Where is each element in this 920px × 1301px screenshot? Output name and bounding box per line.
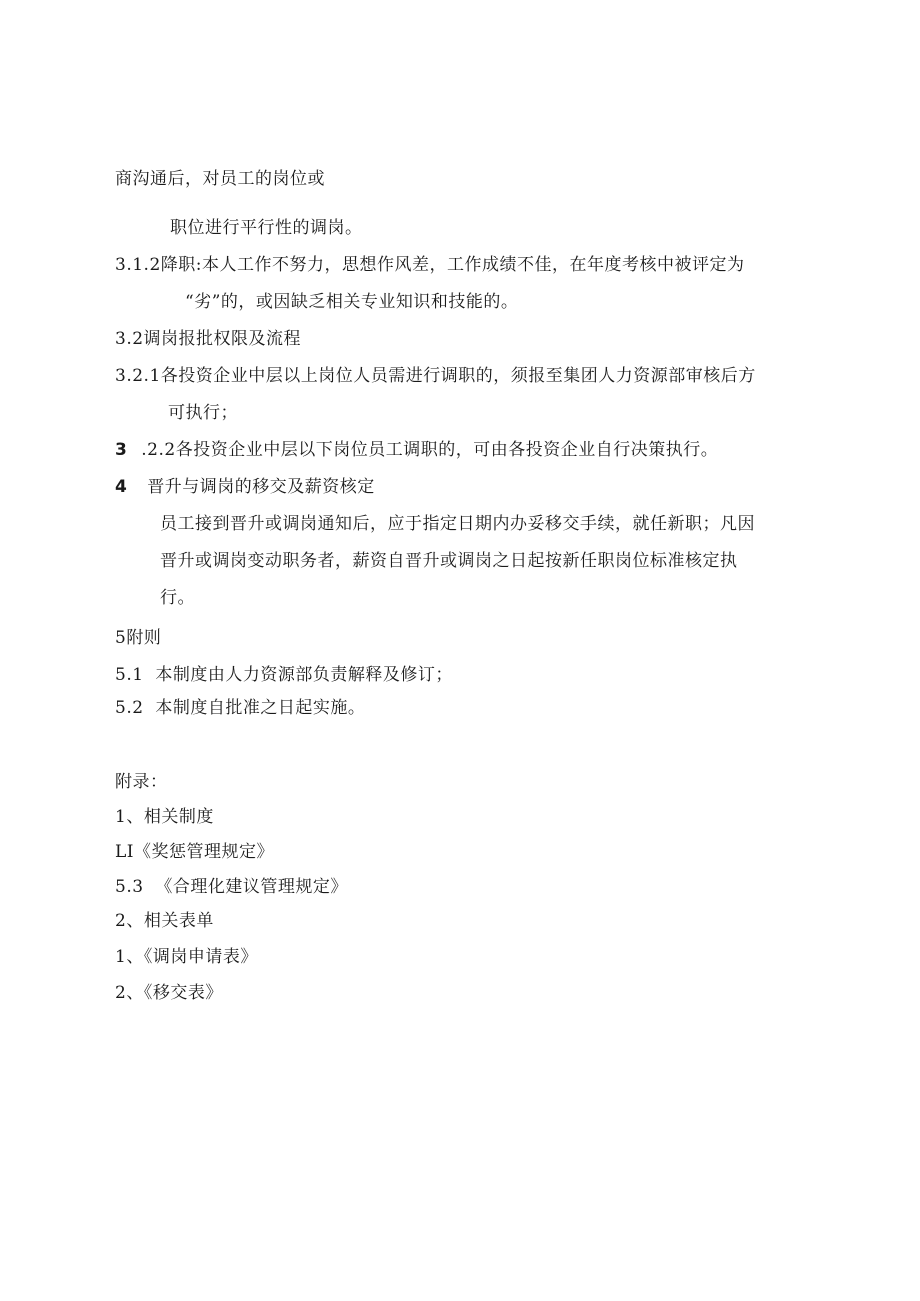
section-text: .2.2各投资企业中层以下岗位员工调职的，可由各投资企业自行决策执行。 [141,440,719,460]
appendix-line: 1、《调岗申请表》 [115,947,258,967]
text-line: 3.1.2降职:本人工作不努力，思想作风差，工作成绩不佳，在年度考核中被评定为 [115,255,745,275]
appendix-line: 2、《移交表》 [115,983,223,1003]
list-item: 5.1 本制度由人力资源部负责解释及修订； [115,665,453,685]
text-line-3-2-2 [115,439,718,461]
section-4-heading [115,476,375,498]
text-line: 可执行； [168,403,238,423]
text-line: 职位进行平行性的调岗。 [170,218,363,238]
section-number: 4 [115,477,128,497]
text-line: 商沟通后，对员工的岗位或 [115,169,325,189]
appendix-line: LI《奖惩管理规定》 [115,842,275,862]
appendix-line: 1、相关制度 [115,807,214,827]
paragraph-line: 行。 [160,588,195,608]
appendix-line: 2、相关表单 [115,911,214,931]
section-heading: 3.2调岗报批权限及流程 [115,329,302,349]
section-5-heading: 5附则 [115,628,162,648]
list-item: 5.2 本制度自批准之日起实施。 [115,698,366,718]
appendix-title: 附录： [115,772,168,792]
paragraph-line: 晋升或调岗变动职务者，薪资自晋升或调岗之日起按新任职岗位标准核定执 [160,551,738,571]
section-title: 晋升与调岗的移交及薪资核定 [147,477,375,497]
appendix-line: 5.3 《合理化建议管理规定》 [115,877,348,897]
text-line: 3.2.1各投资企业中层以上岗位人员需进行调职的，须报至集团人力资源部审核后方 [115,366,756,386]
text-line: “劣”的，或因缺乏相关专业知识和技能的。 [185,292,519,312]
paragraph-line: 员工接到晋升或调岗通知后，应于指定日期内办妥移交手续，就任新职；凡因 [160,514,755,534]
section-number: 3 [115,440,128,460]
